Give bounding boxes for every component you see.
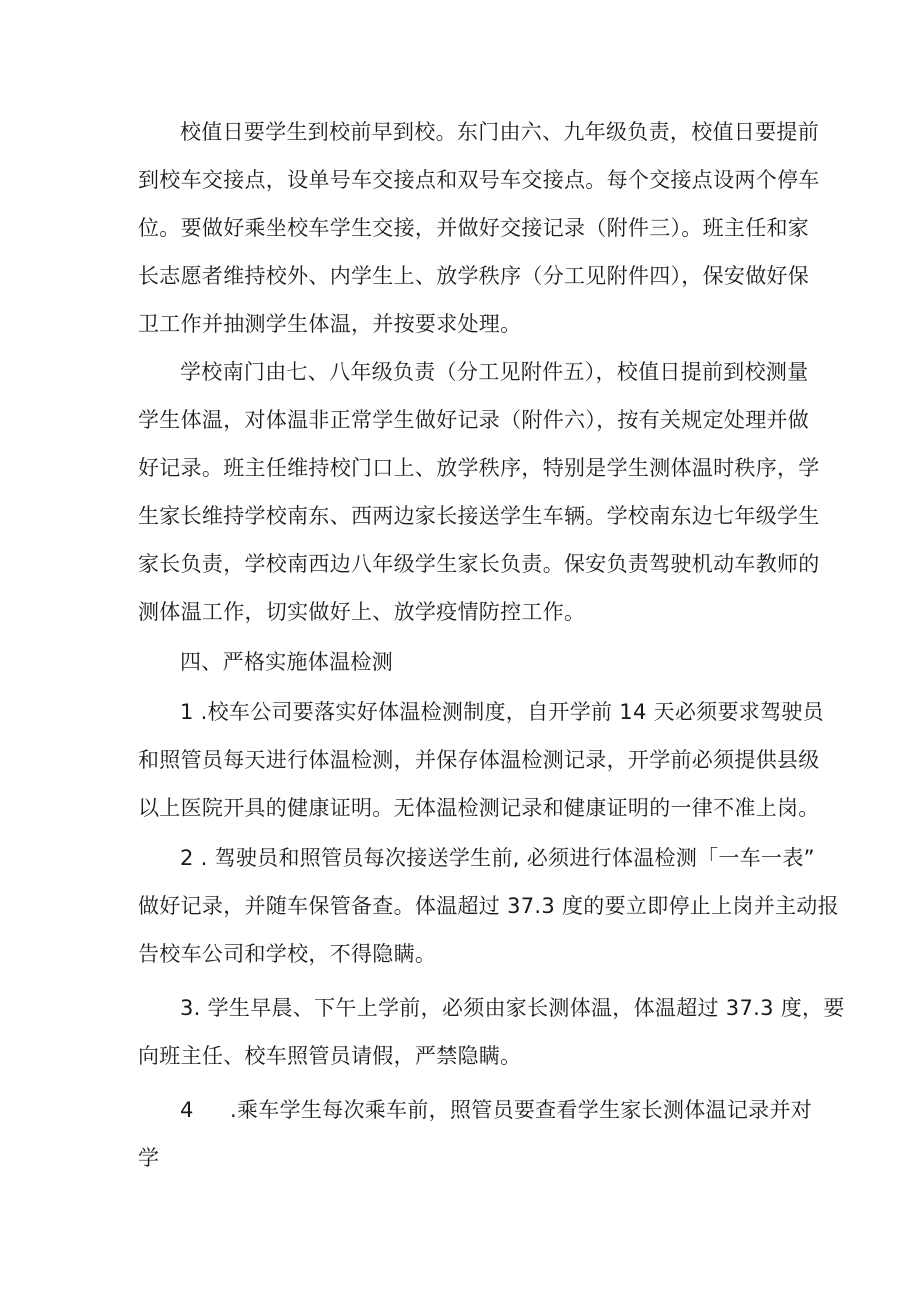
item-4-number: 4 [180, 1098, 194, 1122]
paragraph-2-line-6: 测体温工作，切实做好上、放学疫情防控工作。 [138, 600, 586, 624]
item-4-line-1: .乘车学生每次乘车前，照管员要查看学生家长测体温记录并对 [230, 1098, 813, 1122]
paragraph-1-line-2: 到校车交接点，设单号车交接点和双号车交接点。每个交接点设两个停车 [138, 168, 820, 192]
section-heading: 四、严格实施体温检测 [180, 650, 393, 674]
item-1-line-2: 和照管员每天进行体温检测，并保存体温检测记录，开学前必须提供县级 [138, 748, 820, 772]
paragraph-2-line-2: 学生体温，对体温非正常学生做好记录（附件六），按有关规定处理并做 [138, 408, 810, 432]
item-2-line-3: 告校车公司和学校，不得隐瞒。 [138, 942, 437, 966]
paragraph-1-line-3: 位。要做好乘坐校车学生交接，并做好交接记录（附件三）。班主任和家 [138, 216, 810, 240]
paragraph-1-line-1: 校值日要学生到校前早到校。东门由六、九年级负责，校值日要提前 [180, 120, 819, 144]
item-2-line-2: 做好记录，并随车保管备查。体温超过 37.3 度的要立即停止上岗并主动报 [138, 894, 839, 918]
item-2-line-1: 2 . 驾驶员和照管员每次接送学生前, 必须进行体温检测「一车一表” [180, 846, 815, 870]
item-1-line-3: 以上医院开具的健康证明。无体温检测记录和健康证明的一律不准上岗。 [138, 796, 820, 820]
paragraph-1-line-5: 卫工作并抽测学生体温，并按要求处理。 [138, 312, 522, 336]
paragraph-1-line-4: 长志愿者维持校外、内学生上、放学秩序（分工见附件四），保安做好保 [138, 264, 810, 288]
paragraph-2-line-4: 生家长维持学校南东、西两边家长接送学生车辆。学校南东边七年级学生 [138, 504, 820, 528]
paragraph-2-line-1: 学校南门由七、八年级负责（分工见附件五），校值日提前到校测量 [180, 360, 809, 384]
item-4-line-2: 学 [138, 1146, 160, 1170]
item-3-line-1: 3. 学生早晨、下午上学前，必须由家长测体温，体温超过 37.3 度，要 [180, 996, 845, 1020]
item-1-line-1: 1 .校车公司要落实好体温检测制度，自开学前 14 天必须要求驾驶员 [180, 700, 824, 724]
paragraph-2-line-5: 家长负责，学校南西边八年级学生家长负责。保安负责驾驶机动车教师的 [138, 552, 820, 576]
item-3-line-2: 向班主任、校车照管员请假，严禁隐瞒。 [138, 1044, 522, 1068]
paragraph-2-line-3: 好记录。班主任维持校门口上、放学秩序，特别是学生测体温时秩序，学 [138, 456, 820, 480]
